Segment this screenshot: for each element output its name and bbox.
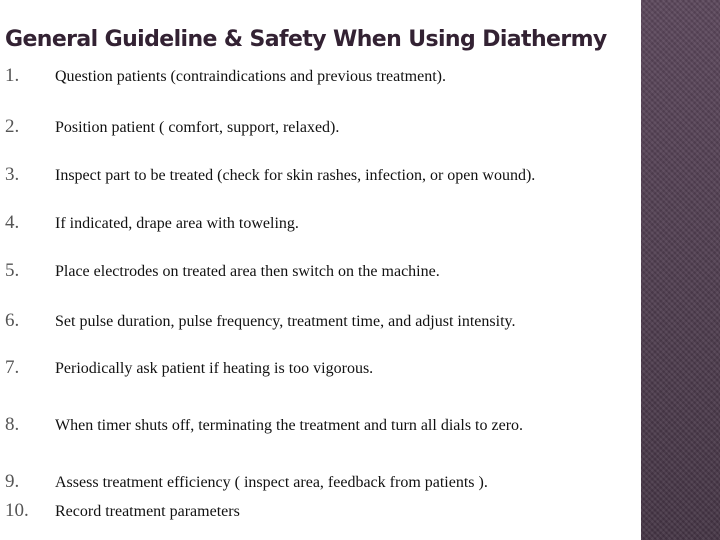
list-item <box>5 63 635 89</box>
list-item-number: 6. <box>5 310 20 331</box>
list-item-number: 7. <box>5 357 20 378</box>
list-item-text: If indicated, drape area with toweling. <box>55 215 299 232</box>
list-item <box>5 355 635 381</box>
list-item-text: Record treatment parameters <box>55 503 240 520</box>
list-item <box>5 498 635 524</box>
list-item <box>5 469 635 495</box>
list-item-text: Place electrodes on treated area then switch on the machine. <box>55 263 440 280</box>
list-item-number: 9. <box>5 471 20 492</box>
list-item-number: 8. <box>5 414 20 435</box>
list-item-number: 2. <box>5 116 20 137</box>
decorative-side-bar <box>641 0 720 540</box>
list-item-number: 5. <box>5 260 20 281</box>
list-item-text: Inspect part to be treated (check for skin rashes, infection, or open wound). <box>55 167 536 184</box>
list-item <box>5 210 635 236</box>
list-item-text: Set pulse duration, pulse frequency, treatment time, and adjust intensity. <box>55 313 516 330</box>
list-item <box>5 258 635 284</box>
list-item-text: Question patients (contraindications and previous treatment). <box>55 68 446 85</box>
slide-title: General Guideline & Safety When Using Diathermy <box>5 27 607 52</box>
list-item <box>5 114 635 140</box>
list-item-text: Assess treatment efficiency ( inspect area, feedback from patients ). <box>55 474 488 491</box>
list-item <box>5 412 635 438</box>
list-item-number: 4. <box>5 212 20 233</box>
list-item <box>5 308 635 334</box>
list-item-text: Periodically ask patient if heating is too vigorous. <box>55 360 374 377</box>
list-item-text: When timer shuts off, terminating the treatment and turn all dials to zero. <box>55 417 524 434</box>
list-item-number: 10. <box>5 500 29 521</box>
list-item-text: Position patient ( comfort, support, relaxed). <box>55 119 340 136</box>
list-item-number: 1. <box>5 65 20 86</box>
list-item-number: 3. <box>5 164 20 185</box>
list-item <box>5 162 635 188</box>
